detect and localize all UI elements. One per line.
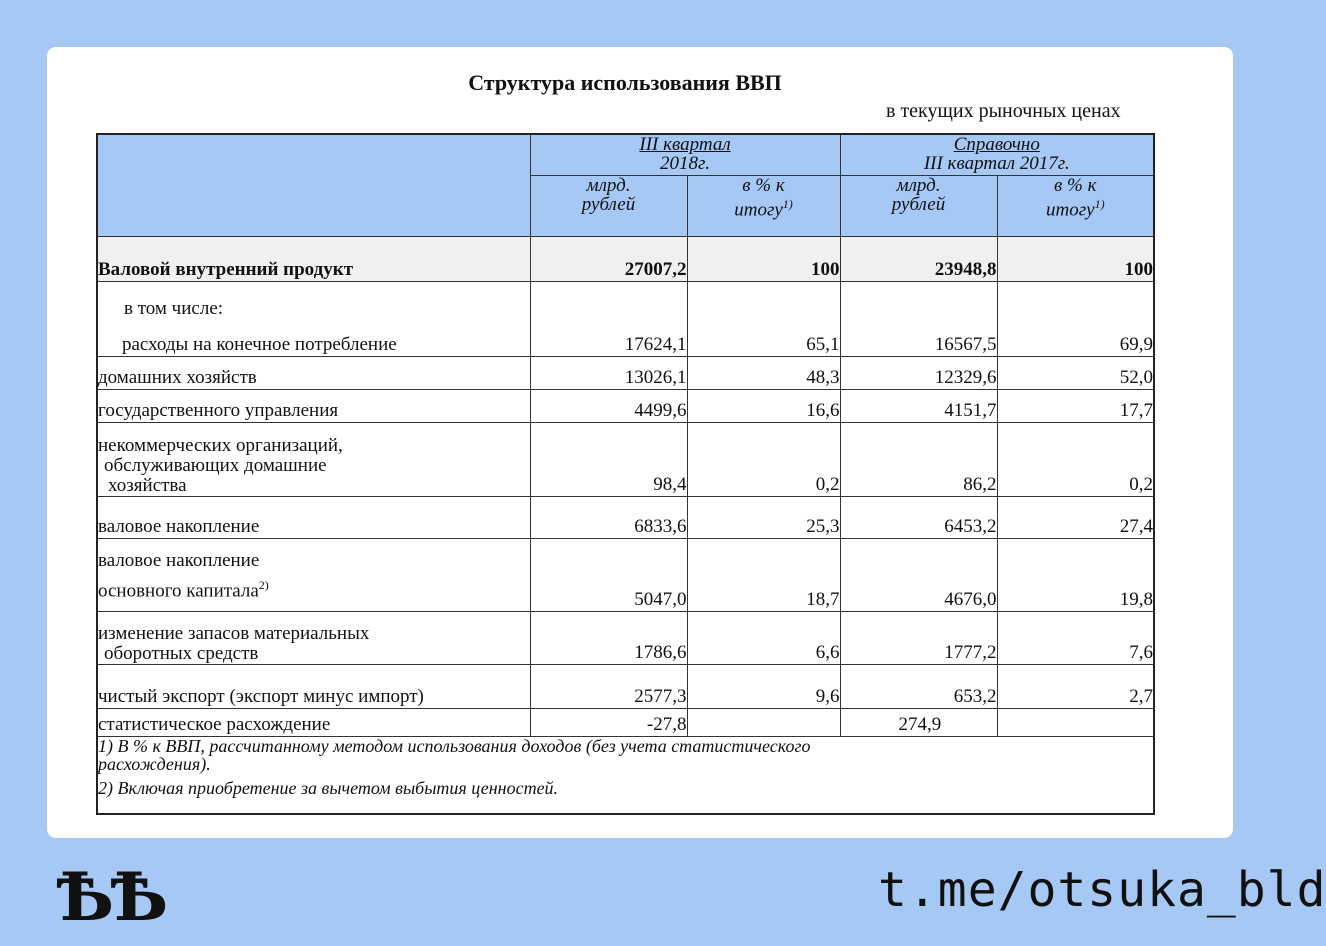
header-pct-line2: итогу <box>1045 198 1095 220</box>
cell-pct-2017: 19,8 <box>997 538 1154 611</box>
row-label <box>97 611 530 664</box>
cell-pct-2018: 0,2 <box>687 422 840 496</box>
row-label-line: обслуживающих домашние <box>104 454 327 476</box>
document-subtitle: в текущих рыночных ценах <box>886 100 1121 122</box>
cell-pct-2018 <box>687 708 840 736</box>
header-pct-line1: в % к <box>742 174 785 196</box>
cell-value-2018: 6833,6 <box>530 496 687 538</box>
cell-value-2017: 6453,2 <box>840 496 997 538</box>
cell-value-2017: 1777,2 <box>840 611 997 664</box>
table-notes-row <box>97 736 1154 814</box>
cell-pct-2018: 100 <box>687 236 840 281</box>
cell-value-2018: -27,8 <box>530 708 687 736</box>
footnote-2: 2) Включая приобретение за вычетом выбытия ценностей. <box>98 777 559 798</box>
header-period-2018 <box>530 134 840 175</box>
table-row-fixed-capital <box>97 538 1154 611</box>
footnote-ref-1: 1) <box>1094 196 1105 211</box>
table-row-households <box>97 356 1154 389</box>
cell-value-2018: 1786,6 <box>530 611 687 664</box>
header-pct-line1: в % к <box>1054 174 1097 196</box>
table-row-gross-accumulation <box>97 496 1154 538</box>
footnote-1: 1) В % к ВВП, рассчитанному методом использования доходов (без учета статистического <box>98 735 811 756</box>
row-label-line: некоммерческих организаций, <box>98 434 343 456</box>
cell-value-2018: 17624,1 <box>530 281 687 356</box>
cell-pct-2017: 52,0 <box>997 356 1154 389</box>
cell-pct-2017: 0,2 <box>997 422 1154 496</box>
row-label-final-consumption: расходы на конечное потребление <box>122 333 397 355</box>
header-pct-line2: итогу <box>734 198 783 220</box>
cell-pct-2018: 18,7 <box>687 538 840 611</box>
cell-value-2017: 653,2 <box>840 664 997 708</box>
footnote-1-cont: расхождения). <box>98 753 211 774</box>
row-label-including: в том числе: <box>124 297 224 319</box>
cell-pct-2017: 100 <box>997 236 1154 281</box>
row-label-line: оборотных средств <box>104 642 259 664</box>
cell-pct-2017: 69,9 <box>997 281 1154 356</box>
cell-pct-2018: 25,3 <box>687 496 840 538</box>
header-period-2017-line2: III квартал 2017г. <box>923 153 1070 174</box>
table-row-stat-discrepancy <box>97 708 1154 736</box>
cell-value-2018: 2577,3 <box>530 664 687 708</box>
cell-value-2018: 5047,0 <box>530 538 687 611</box>
cell-value-2017: 12329,6 <box>840 356 997 389</box>
header-bln-line1: млрд. <box>586 174 631 196</box>
row-label: чистый экспорт (экспорт минус импорт) <box>97 664 530 708</box>
row-label-line: валовое накопление <box>98 549 260 571</box>
cell-value-2017: 4151,7 <box>840 389 997 422</box>
cell-value-2017: 23948,8 <box>840 236 997 281</box>
header-bln-line2: рублей <box>581 193 636 215</box>
cell-pct-2018: 48,3 <box>687 356 840 389</box>
table-row-gdp <box>97 236 1154 281</box>
cell-value-2017: 274,9 <box>840 708 997 736</box>
row-label: государственного управления <box>97 389 530 422</box>
cell-pct-2018: 9,6 <box>687 664 840 708</box>
row-label-line: хозяйства <box>108 474 187 496</box>
cell-value-2017: 4676,0 <box>840 538 997 611</box>
channel-logo: ѢѢ <box>56 858 165 936</box>
header-period-2018-line2: 2018г. <box>660 153 710 174</box>
cell-pct-2017: 2,7 <box>997 664 1154 708</box>
row-label: статистическое расхождение <box>97 708 530 736</box>
row-label: домашних хозяйств <box>97 356 530 389</box>
table-row-government <box>97 389 1154 422</box>
row-label: валовое накопление <box>97 496 530 538</box>
row-label: Валовой внутренний продукт <box>97 236 530 281</box>
cell-value-2018: 13026,1 <box>530 356 687 389</box>
row-label-line: изменение запасов материальных <box>98 622 370 644</box>
row-label <box>97 422 530 496</box>
table-row-inventory-change <box>97 611 1154 664</box>
cell-pct-2017: 17,7 <box>997 389 1154 422</box>
cell-pct-2018: 16,6 <box>687 389 840 422</box>
row-label <box>97 538 530 611</box>
gdp-structure-table <box>96 133 1155 815</box>
table-row-final-consumption <box>97 281 1154 356</box>
header-bln-line1: млрд. <box>896 174 941 196</box>
footnote-ref-2: 2) <box>258 577 269 592</box>
row-label <box>97 281 530 356</box>
cell-pct-2018: 6,6 <box>687 611 840 664</box>
cell-value-2018: 27007,2 <box>530 236 687 281</box>
header-period-2017 <box>840 134 1154 175</box>
header-period-2018-line1: III квартал <box>639 134 731 155</box>
header-period-2017-line1: Справочно <box>953 134 1040 155</box>
table-row-net-export <box>97 664 1154 708</box>
header-bln-line2: рублей <box>891 193 946 215</box>
cell-value-2018: 4499,6 <box>530 389 687 422</box>
header-pct-2018 <box>687 175 840 236</box>
footnote-ref-1: 1) <box>782 196 793 211</box>
cell-pct-2017: 27,4 <box>997 496 1154 538</box>
cell-pct-2017 <box>997 708 1154 736</box>
cell-pct-2018: 65,1 <box>687 281 840 356</box>
cell-value-2017: 86,2 <box>840 422 997 496</box>
footnotes <box>97 736 1154 814</box>
header-bln-2017 <box>840 175 997 236</box>
header-pct-2017 <box>997 175 1154 236</box>
cell-value-2017: 16567,5 <box>840 281 997 356</box>
cell-pct-2017: 7,6 <box>997 611 1154 664</box>
telegram-handle: t.me/otsuka_bld <box>878 862 1326 918</box>
cell-value-2018: 98,4 <box>530 422 687 496</box>
row-label-line: основного капитала <box>98 579 259 601</box>
document-title: Структура использования ВВП <box>468 70 782 95</box>
header-blank-cell <box>97 134 530 236</box>
table-row-npish <box>97 422 1154 496</box>
header-bln-2018 <box>530 175 687 236</box>
